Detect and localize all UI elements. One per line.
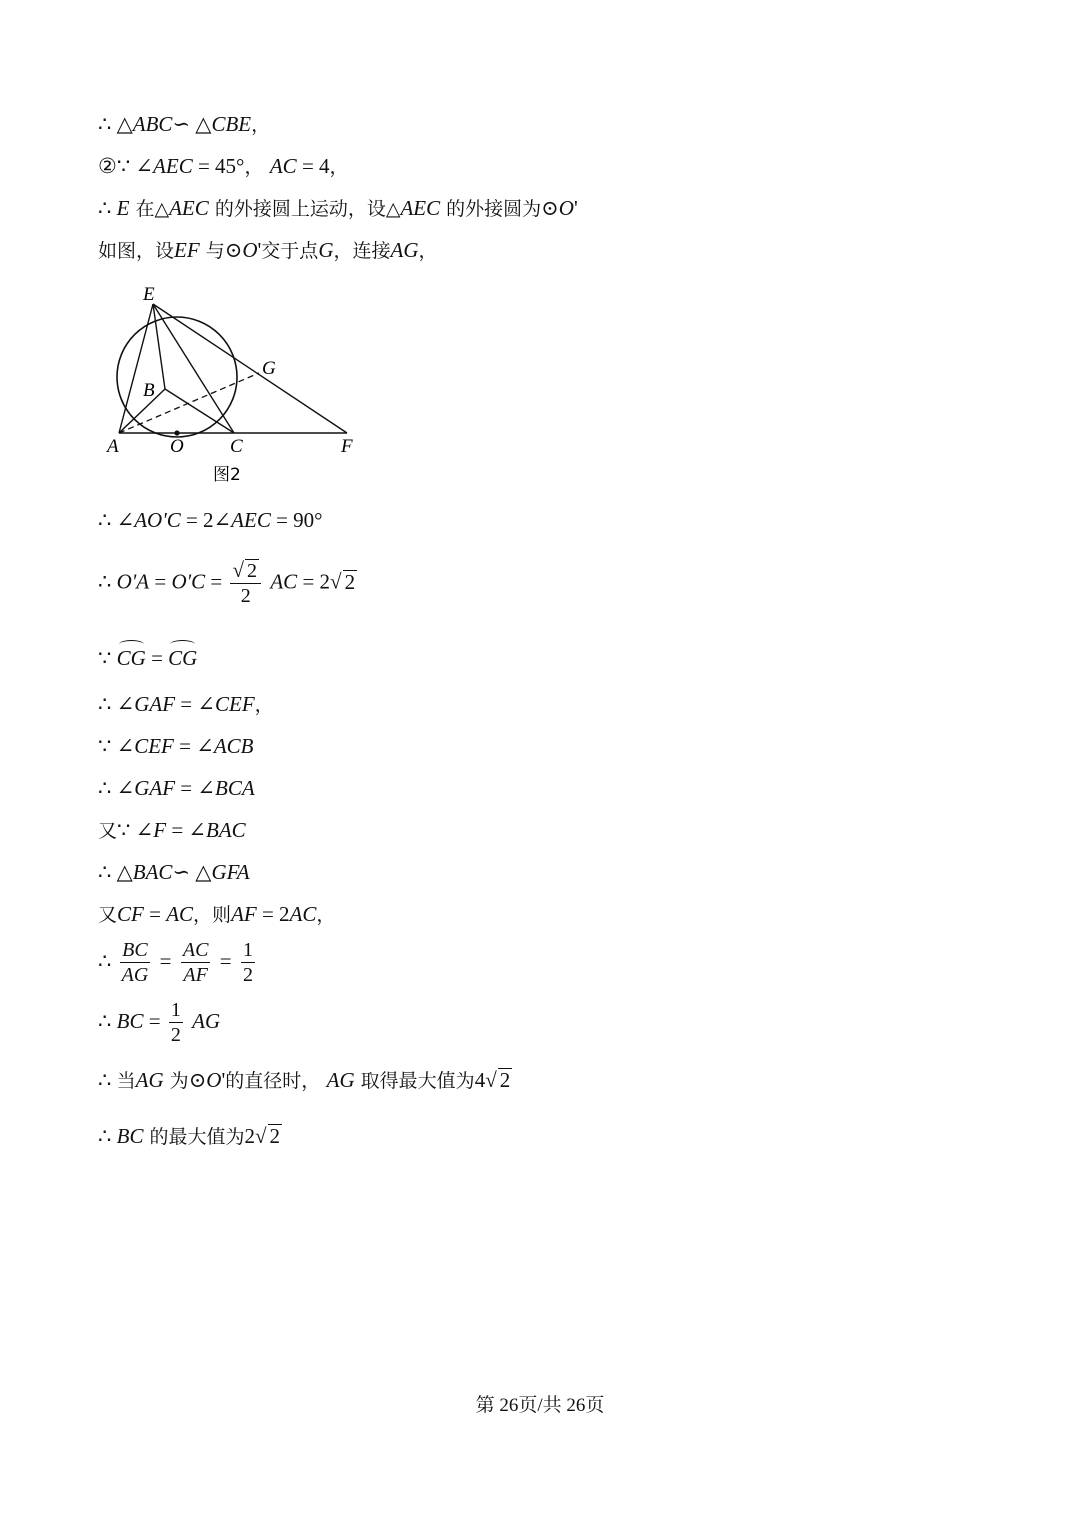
proof-line-14: ∴ $\frac{BC}{AG}$ = $\frac{AC}{AF}$ = $\frac{1}{2}$ — [98, 939, 253, 986]
center-point-O — [174, 430, 179, 435]
label-E: E — [143, 284, 155, 305]
proof-line-7: ∵ CG = CG — [98, 646, 198, 670]
circumcircle — [117, 317, 237, 437]
proof-line-15: ∴ BC = $\frac{1}{2}$ AG — [98, 999, 221, 1046]
proof-line-3: ∴ E 在△AEC 的外接圆上运动，设△AEC 的外接圆为⊙O' — [98, 196, 578, 220]
proof-line-10: ∴ ∠GAF = ∠BCA — [98, 776, 255, 800]
proof-line-6: ∴ O'A = O'C = $\frac{√ 2}{2}$ AC = 2√ 2 — [98, 558, 356, 607]
proof-line-5: ∴ ∠AO'C = 2∠AEC = 90° — [98, 508, 323, 532]
segment-EF — [153, 304, 347, 433]
label-C: C — [230, 436, 243, 457]
label-B: B — [143, 380, 155, 401]
proof-line-11: 又∵ ∠F = ∠BAC — [98, 818, 246, 842]
proof-line-4: 如图，设EF 与⊙O'交于点G，连接AG， — [98, 238, 438, 262]
proof-line-17: ∴ BC 的最大值为2√ 2 — [98, 1124, 281, 1148]
label-F: F — [341, 436, 353, 457]
segment-EB — [153, 304, 165, 389]
proof-line-1: ∴ △ABC∽ △CBE， — [98, 112, 271, 136]
proof-line-9: ∵ ∠CEF = ∠ACB — [98, 734, 254, 758]
segment-AG-dashed — [119, 373, 259, 433]
proof-line-16: ∴ 当AG 为⊙O'的直径时， AG 取得最大值为4√ 2 — [98, 1068, 511, 1092]
label-O: O — [170, 436, 184, 457]
proof-line-12: ∴ △BAC∽ △GFA — [98, 860, 250, 884]
segment-EA — [119, 304, 153, 433]
page-footer: 第 26页/共 26页 — [475, 1395, 605, 1416]
figure-caption: 图2 — [213, 465, 241, 485]
geometry-figure — [95, 282, 375, 492]
label-A: A — [107, 436, 119, 457]
proof-line-2: ②∵ ∠AEC = 45°， AC = 4， — [98, 154, 349, 178]
segment-BC — [165, 389, 234, 433]
proof-line-13: 又CF = AC，则AF = 2AC， — [98, 902, 336, 926]
proof-line-8: ∴ ∠GAF = ∠CEF， — [98, 692, 274, 716]
label-G: G — [262, 358, 276, 379]
